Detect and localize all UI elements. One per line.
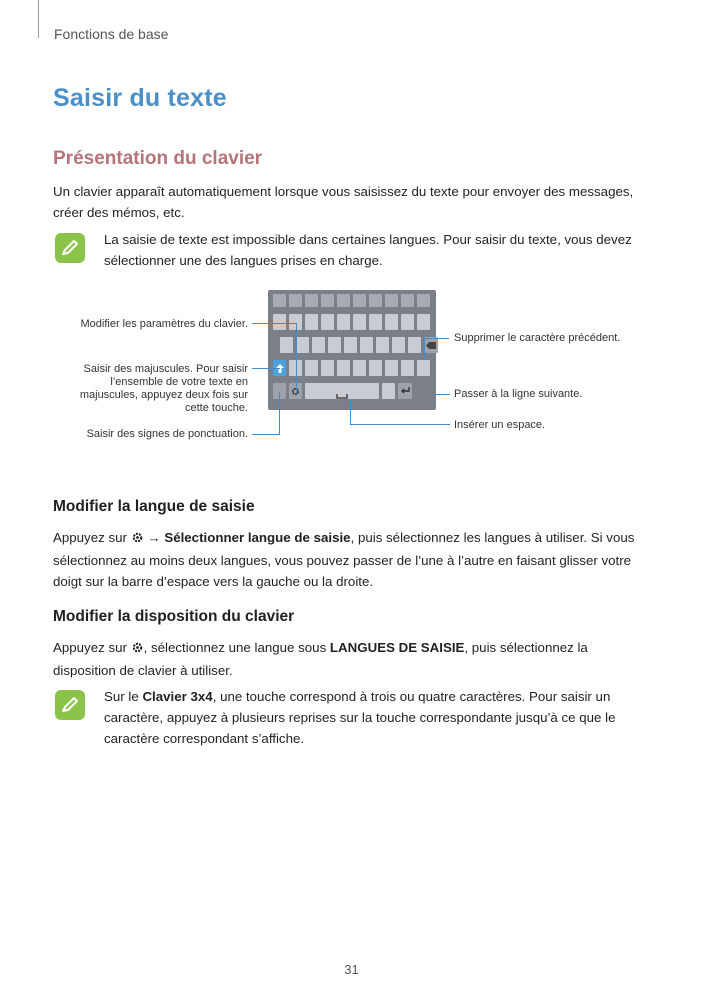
gear-icon: [131, 639, 144, 660]
text-span: , puis sélectionnez les langues à utiliser. Si vous sélectionnez au moins deux langues, vous pouvez passer de l’une à l’autre en faisant glisser votre doigt sur la barre d’espace vers la gauche ou la droite.: [53, 530, 635, 589]
letter-row-2: [268, 337, 438, 353]
callout-delete: Supprimer le caractère précédent.: [454, 332, 621, 344]
gear-icon: [131, 529, 144, 550]
page-number: 31: [344, 962, 359, 977]
callout-symbols: Saisir des signes de ponctuation.: [86, 428, 248, 440]
text-span: , une touche correspond à trois ou quatre caractères. Pour saisir un caractère, appuyez à plusieurs reprises sur la touche correspondante jusqu’à ce que le caractère correspondant s’affiche.: [104, 689, 616, 746]
letter-row-3: [268, 360, 430, 376]
keyboard-image: [268, 290, 436, 410]
callout-shift-line: l’ensemble de votre texte en: [110, 376, 248, 388]
callout-line-space: [350, 424, 450, 425]
pencil-note-icon: [55, 233, 85, 263]
bottom-row: [268, 383, 412, 399]
overview-intro: Un clavier apparaît automatiquement lorsque vous saisissez du texte pour envoyer des messages, créer des mémos, etc.: [53, 184, 634, 220]
section-title-overview: Présentation du clavier: [53, 148, 263, 169]
text-span: , sélectionnez une langue sous: [143, 640, 327, 655]
enter-icon: [398, 383, 412, 399]
text-span: Appuyez sur: [53, 530, 127, 545]
keyboard-name-bold: Clavier 3x4: [142, 689, 213, 704]
callout-line-space-v: [350, 400, 351, 425]
callout-line-enter: [434, 394, 450, 395]
callout-settings: Modifier les paramètres du clavier.: [80, 318, 248, 330]
overview-note: La saisie de texte est impossible dans certaines langues. Pour saisir du texte, vous devez sélectionner une des langues prises en charge.: [104, 232, 632, 268]
spacebar: [305, 383, 379, 399]
letter-row-1: [268, 314, 430, 330]
callout-space: Insérer un espace.: [454, 419, 546, 431]
page-title: Saisir du texte: [53, 84, 227, 112]
menu-path-bold: Sélectionner langue de saisie: [164, 530, 351, 545]
callout-line-symbols: [252, 434, 280, 435]
running-header: Fonctions de base: [54, 26, 169, 42]
callout-shift-line: majuscules, appuyez deux fois sur: [79, 389, 248, 401]
number-row: [268, 294, 430, 307]
subsection-title-layout: Modifier la disposition du clavier: [53, 608, 295, 625]
callout-line-settings: [252, 323, 297, 324]
pencil-note-icon: [55, 690, 85, 720]
text-span: Appuyez sur: [53, 640, 127, 655]
callout-line-settings-v: [296, 323, 297, 393]
callout-enter: Passer à la ligne suivante.: [454, 388, 583, 400]
callout-line-delete: [424, 338, 449, 339]
language-paragraph: [53, 527, 653, 592]
callout-shift-line: Saisir des majuscules. Pour saisir: [83, 363, 248, 375]
callout-shift-line: cette touche.: [185, 402, 248, 414]
text-span: , puis sélectionnez la disposition de clavier à utiliser.: [53, 640, 588, 678]
callout-line-symbols-v: [279, 392, 280, 435]
callout-shift: [52, 363, 248, 415]
subsection-title-language: Modifier la langue de saisie: [53, 498, 255, 515]
text-span: Sur le: [104, 689, 139, 704]
layout-paragraph: [53, 637, 653, 681]
header-divider: [38, 0, 39, 38]
callout-line-delete-v: [424, 338, 425, 360]
menu-path-bold: LANGUES DE SAISIE: [329, 640, 465, 655]
callout-line-shift: [252, 368, 280, 369]
layout-note: [104, 686, 644, 749]
arrow-text: →: [147, 530, 161, 545]
backspace-icon: [424, 337, 438, 353]
